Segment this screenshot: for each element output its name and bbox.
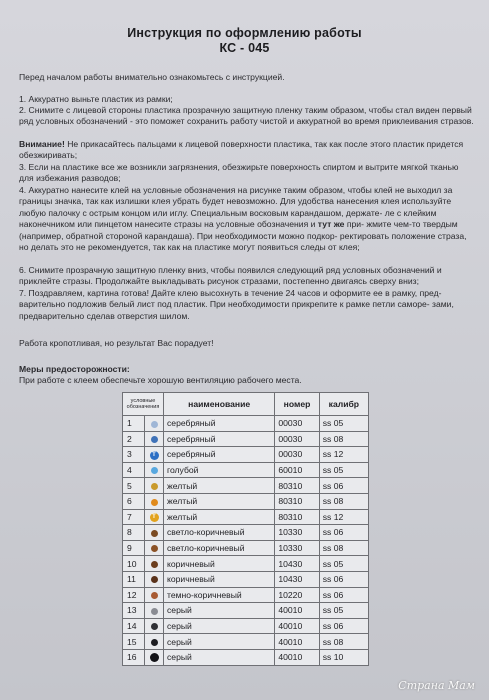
color-code: 40010 xyxy=(275,603,319,619)
rhinestone-dot-icon xyxy=(151,545,158,552)
color-name: серый xyxy=(164,618,275,634)
color-code: 40010 xyxy=(275,649,319,665)
table-row xyxy=(123,431,369,447)
color-code: 00030 xyxy=(275,431,319,447)
color-code: 40010 xyxy=(275,618,319,634)
stone-size: ss 06 xyxy=(319,525,368,541)
color-name: желтый xyxy=(164,478,275,494)
header-name: наименование xyxy=(164,393,275,416)
step-3: 3. Если на пластике все же возникли загрязнения, обезжирьте поверхность спиртом и вытрите мягкой тканью для избежания разводов; xyxy=(19,162,459,184)
intro-text: Перед началом работы внимательно ознакомьтесь с инструкцией. xyxy=(19,72,285,82)
color-code: 00030 xyxy=(275,447,319,463)
step-6: 6. Снимите прозрачную защитную пленку вниз, чтобы появился следующий ряд условных обозначений и приклейте стразы. Продолжайте выкладывать рисунок стразами, постепенно двигаясь сверху вниз; xyxy=(19,265,442,287)
row-number: 1 xyxy=(123,416,145,432)
table-body xyxy=(123,416,369,666)
rhinestone-dot-icon xyxy=(151,421,158,428)
stone-size: ss 05 xyxy=(319,556,368,572)
color-name: серебряный xyxy=(164,447,275,463)
stone-size: ss 08 xyxy=(319,493,368,509)
color-name: серый xyxy=(164,634,275,650)
color-code: 10220 xyxy=(275,587,319,603)
stone-size: ss 08 xyxy=(319,431,368,447)
warning-paragraph xyxy=(19,139,474,162)
step-7: 7. Поздравляем, картина готова! Дайте клею высохнуть в течение 24 часов и оформите ее в рамку, пред- варительно подложив белый лист под пластик. При необходимости прикрепите к рамке петли саморе- зами, предварительно сделав отверстия шилом. xyxy=(19,288,454,321)
row-number: 11 xyxy=(123,571,145,587)
row-number: 14 xyxy=(123,618,145,634)
rhinestone-dot-icon xyxy=(151,561,158,568)
warning-text: Не прикасайтесь пальцами к лицевой поверхности пластика, так как после этого пластик придется обезжиривать; xyxy=(19,139,464,161)
stone-size: ss 08 xyxy=(319,540,368,556)
table-row xyxy=(123,603,369,619)
table-row xyxy=(123,525,369,541)
symbol-cell xyxy=(145,447,164,463)
symbol-cell xyxy=(145,478,164,494)
rhinestone-dot-icon xyxy=(151,576,158,583)
symbol-cell xyxy=(145,649,164,665)
symbol-cell xyxy=(145,556,164,572)
precautions-text: При работе с клеем обеспечьте хорошую вентиляцию рабочего места. xyxy=(19,375,302,385)
color-name: светло-коричневый xyxy=(164,540,275,556)
color-code: 10330 xyxy=(275,540,319,556)
rhinestone-table xyxy=(122,392,369,666)
table-row xyxy=(123,649,369,665)
row-number: 6 xyxy=(123,493,145,509)
rhinestone-dot-icon xyxy=(151,639,158,646)
symbol-cell xyxy=(145,634,164,650)
rhinestone-dot-icon xyxy=(151,436,158,443)
color-code: 80310 xyxy=(275,478,319,494)
symbol-cell xyxy=(145,462,164,478)
row-number: 9 xyxy=(123,540,145,556)
row-number: 8 xyxy=(123,525,145,541)
rhinestone-dot-icon xyxy=(151,467,158,474)
stone-size: ss 05 xyxy=(319,416,368,432)
table-row xyxy=(123,478,369,494)
stone-size: ss 06 xyxy=(319,618,368,634)
table-row xyxy=(123,462,369,478)
stone-size: ss 05 xyxy=(319,603,368,619)
rhinestone-dot-icon xyxy=(151,608,158,615)
symbol-cell xyxy=(145,571,164,587)
table-header-row xyxy=(123,393,369,416)
table-row xyxy=(123,509,369,525)
color-name: желтый xyxy=(164,493,275,509)
kit-code: КС - 045 xyxy=(219,41,270,55)
color-code: 40010 xyxy=(275,634,319,650)
stone-size: ss 05 xyxy=(319,462,368,478)
stone-size: ss 12 xyxy=(319,509,368,525)
color-name: серый xyxy=(164,603,275,619)
page-title: Инструкция по оформлению работы xyxy=(127,26,362,40)
watermark-logo: Страна Мам xyxy=(398,679,475,692)
color-code: 10330 xyxy=(275,525,319,541)
table-row xyxy=(123,493,369,509)
stone-size: ss 08 xyxy=(319,634,368,650)
color-name: темно-коричневый xyxy=(164,587,275,603)
rhinestone-dot-icon xyxy=(151,483,158,490)
table-row xyxy=(123,556,369,572)
color-name: серебряный xyxy=(164,416,275,432)
table-row xyxy=(123,540,369,556)
stone-size: ss 06 xyxy=(319,587,368,603)
rhinestone-dot-icon xyxy=(151,530,158,537)
symbol-cell xyxy=(145,493,164,509)
symbol-cell xyxy=(145,431,164,447)
color-name: желтый xyxy=(164,509,275,525)
color-name: серый xyxy=(164,649,275,665)
row-number: 12 xyxy=(123,587,145,603)
table-row xyxy=(123,571,369,587)
step-1: 1. Аккуратно выньте пластик из рамки; xyxy=(19,94,173,104)
color-name: коричневый xyxy=(164,556,275,572)
symbol-cell xyxy=(145,525,164,541)
symbol-cell xyxy=(145,618,164,634)
table-row xyxy=(123,618,369,634)
symbol-cell xyxy=(145,416,164,432)
precautions-title: Меры предосторожности: xyxy=(19,364,130,374)
row-number: 13 xyxy=(123,603,145,619)
symbol-cell xyxy=(145,540,164,556)
symbol-cell xyxy=(145,603,164,619)
warning-label: Внимание! xyxy=(19,139,65,149)
color-code: 80310 xyxy=(275,509,319,525)
row-number: 15 xyxy=(123,634,145,650)
color-code: 10430 xyxy=(275,556,319,572)
rhinestone-dot-icon xyxy=(151,499,158,506)
step-4-part-1: 4. Аккуратно нанесите клей на условные обозначения на рисунке таким образом, чтобы клей не выходил за границы значка, так как излишки клея убрать будет невозможно. Для удобства нанесения клея используйте любую палочку с острым концом или иглу. Специальным восковым карандашом, держате- ле с клейким наконечником или пинцетом нанесите стразы на условные обозначения и xyxy=(19,185,453,230)
step-2: 2. Снимите с лицевой стороны пластика прозрачную защитную пленку таким образом, чтобы стал виден первый ряд условных обозначений - это поможет сохранить работу чистой и аккуратной во время приклеивания стразов. xyxy=(19,105,474,127)
stone-size: ss 10 xyxy=(319,649,368,665)
rhinestone-dot-icon: T xyxy=(150,513,159,522)
table-row xyxy=(123,587,369,603)
row-number: 16 xyxy=(123,649,145,665)
color-name: серебряный xyxy=(164,431,275,447)
color-code: 60010 xyxy=(275,462,319,478)
table-row xyxy=(123,416,369,432)
row-number: 10 xyxy=(123,556,145,572)
table-row xyxy=(123,634,369,650)
row-number: 7 xyxy=(123,509,145,525)
color-code: 00030 xyxy=(275,416,319,432)
row-number: 4 xyxy=(123,462,145,478)
symbol-cell xyxy=(145,509,164,525)
table-row xyxy=(123,447,369,463)
symbol-cell xyxy=(145,587,164,603)
step-4-emphasis: тут же xyxy=(317,219,345,230)
rhinestone-dot-icon: T xyxy=(150,451,159,460)
header-number: номер xyxy=(275,393,319,416)
row-number: 3 xyxy=(123,447,145,463)
stone-size: ss 12 xyxy=(319,447,368,463)
color-code: 80310 xyxy=(275,493,319,509)
row-number: 2 xyxy=(123,431,145,447)
rhinestone-dot-icon xyxy=(151,592,158,599)
closing-text: Работа кропотливая, но результат Вас порадует! xyxy=(19,338,214,348)
header-size: калибр xyxy=(319,393,368,416)
color-name: коричневый xyxy=(164,571,275,587)
row-number: 5 xyxy=(123,478,145,494)
rhinestone-dot-icon xyxy=(150,653,159,662)
color-name: голубой xyxy=(164,462,275,478)
stone-size: ss 06 xyxy=(319,571,368,587)
step-4 xyxy=(19,185,474,253)
color-code: 10430 xyxy=(275,571,319,587)
header-symbols: условные обозначения xyxy=(123,393,164,416)
stone-size: ss 06 xyxy=(319,478,368,494)
step-4-part-2: при- жмите чем-то твердым (например, обратной стороной карандаша). При необходимости можно подкор- ректировать положение страза, но делать это не рекомендуется, так как на пластике могут появиться следы от клея; xyxy=(19,219,467,253)
rhinestone-dot-icon xyxy=(151,623,158,630)
color-name: светло-коричневый xyxy=(164,525,275,541)
